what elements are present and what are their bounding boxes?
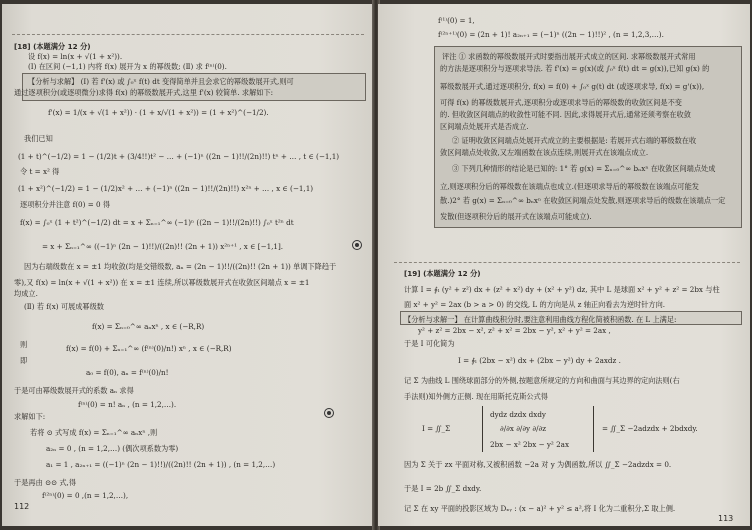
text-line-l22: a₀ = f(0), aₙ = f⁽ⁿ⁾(0)/n! (86, 368, 169, 377)
equation-marker-icon (352, 240, 362, 250)
text-line-r13: 散.)2° 若 g(x) = Σₙ₌₀^∞ bₙxⁿ 在收敛区间端点处发散,则逐项求导后的级数在该端点一定 (440, 196, 726, 205)
text-line-r25: I = ∬_Σ (422, 424, 451, 433)
text-line-l16: 均成立. (14, 289, 38, 298)
text-line-r10: 敛区间端点处收敛,又左端函数在该点连续,则展开式在该端点成立. (440, 148, 649, 157)
text-line-r05: 幂级数展开式,通过逐项积分, f(x) = f(0) + ∫₀ˣ g(t) dt (或逐项求导, f(x) = g'(x)), (440, 82, 705, 91)
page-number-left: 112 (14, 502, 30, 511)
text-line-r18: 【分析与求解一】 在计算曲线积分时,要注意利用曲线方程化简被积函数. 在 L 上满足: (404, 315, 677, 324)
text-line-r27: = ∬_Σ −2adzdx + 2bdxdy. (602, 424, 698, 433)
page-left (2, 4, 374, 526)
text-line-l30: f⁽²ⁿ⁾(0) = 0 ,(n = 1,2,…), (42, 491, 129, 500)
text-line-l06: f'(x) = 1/(x + √(1 + x²)) · (1 + x/√(1 + x²)) = (1 + x²)^(−1/2). (48, 108, 269, 117)
text-line-r03: 评注 ① 求函数的幂级数展开式时要指出展开式成立的区间. 求幂级数展开式常用 (442, 52, 696, 61)
text-line-l23: 于是可由幂级数展开式的系数 aₙ 求得 (14, 386, 134, 395)
text-line-r19: y² + z² = 2bx − x², z² + x² = 2bx − y², x² + y² = 2ax , (418, 326, 611, 335)
text-line-l29: 于是再由 ⊙⊙ 式,得 (14, 478, 77, 487)
text-line-r20: 于是 I 可化简为 (404, 339, 455, 348)
text-line-r21: I = ∮ₗ (2bx − x²) dx + (2bx − y²) dy + 2axdz . (458, 356, 621, 365)
page-right (378, 4, 750, 526)
text-line-l01: [18] (本题满分 12 分) (14, 42, 91, 51)
text-line-r26: ∂/∂x ∂/∂y ∂/∂z (500, 424, 547, 433)
text-line-l14: 因为右端级数在 x = ±1 均收敛(均是交错级数, aₙ = (2n − 1)!!/((2n)!! (2n + 1)) 单调下降趋于 (24, 262, 337, 271)
text-line-r31: 记 Σ 在 xy 平面的投影区域为 Dₓᵧ : (x − a)² + y² ≤ a²,将 I 化为二重积分,Σ 取上侧. (404, 504, 676, 513)
text-line-r09: ② 证明收敛区间端点处展开式成立的主要根据是: 若展开式右端的幂级数在收 (452, 136, 697, 145)
section-divider (394, 262, 740, 263)
text-line-r30: 于是 I = 2b ∬_Σ dxdy. (404, 484, 482, 493)
text-line-l10: (1 + x²)^(−1/2) = 1 − (1/2)x² + … + (−1)ⁿ ((2n − 1)!!/(2n)!!) x²ⁿ + … , x ∈ (−1,1) (18, 184, 314, 193)
text-line-r29: 因为 Σ 关于 zx 平面对称,又被积函数 −2a 对 y 为偶函数,所以 ∬_Σ −2adzdx = 0. (404, 460, 672, 469)
text-line-l11: 逐项积分并注意 f(0) = 0 得 (20, 200, 111, 209)
text-line-l21: 即 (20, 356, 28, 365)
text-line-l24: f⁽ⁿ⁾(0) = n! aₙ , (n = 1,2,…). (78, 400, 177, 409)
text-line-r17: 面 x² + y² = 2ax (b > a > 0) 的交线, L 的方向是从 z 轴正向看去为逆时针方向. (404, 300, 666, 309)
text-line-r28: 2bx − x² 2bx − y² 2ax (490, 440, 569, 449)
text-line-r23: 手法则)知外侧方正侧. 现在用斯托克斯公式得 (404, 392, 548, 401)
page-number-right: 113 (718, 514, 734, 523)
text-line-r14: 发散(但逐项积分后的展开式在该端点可能成立). (440, 212, 592, 221)
text-line-l13: = x + Σₙ₌₁^∞ ((−1)ⁿ (2n − 1)!!)/((2n)!! (2n + 1)) x²ⁿ⁺¹ , x ∈ [−1,1]. (42, 242, 284, 251)
text-line-l17: (Ⅱ) 若 f(x) 可展成幂级数 (24, 302, 104, 311)
text-line-r12: 立,则逐项积分后的幂级数在该端点也成立.(但逐项求导后的幂级数在该端点可能发 (440, 182, 699, 191)
text-line-r16: 计算 I = ∮ₗ (y² + z²) dx + (z² + x²) dy + (x² + y²) dz, 其中 L 是球面 x² + y² + z² = 2bx 与柱 (404, 285, 720, 294)
text-line-l25: 求解如下: (14, 412, 46, 421)
text-line-r24: dydz dzdx dxdy (490, 410, 546, 419)
text-line-r04: 的方法是逐项积分与逐项求导法. 若 f'(x) = g(x)(或 ∫₀ˣ f(t) dt = g(x)),已知 g(x) 的 (440, 64, 710, 73)
text-line-r06: 可得 f(x) 的幂级数展开式,逐项积分或逐项求导后的幂级数的收敛区间是不变 (440, 98, 682, 107)
text-line-l02: 设 f(x) = ln(x + √(1 + x²)). (28, 52, 123, 61)
text-line-l07: 我们已知 (24, 134, 53, 143)
text-line-l27: a₂ₙ = 0 , (n = 1,2,…) (偶次项系数为零) (46, 444, 179, 453)
text-line-r01: f⁽¹⁾(0) = 1, (438, 16, 475, 25)
text-line-r02: f⁽²ⁿ⁺¹⁾(0) = (2n + 1)! a₂ₙ₊₁ = (−1)ⁿ ((2n − 1)!!)² , (n = 1,2,3,…). (438, 30, 664, 39)
text-line-l15: 零),又 f(x) = ln(x + √(1 + x²)) 在 x = ±1 连续,所以幂级数展开式在收敛区间端点 x = ±1 (14, 278, 310, 287)
text-line-r15: [19] (本题满分 12 分) (404, 269, 481, 278)
text-line-l12: f(x) = ∫₀ˣ (1 + t²)^(−1/2) dt = x + Σₙ₌₁^∞ (−1)ⁿ ((2n − 1)!!/(2n)!!) ∫₀ˣ t²ⁿ dt (20, 218, 294, 227)
text-line-l04: 【分析与求解】 (Ⅰ) 若 f'(x) 或 ∫₀ˣ f(t) dt 变得简单并且会求它的幂级数展开式,则可 (28, 77, 294, 86)
text-line-l20: f(x) = f(0) + Σₙ₌₁^∞ (f⁽ⁿ⁾(0)/n!) xⁿ , x ∈ (−R,R) (66, 344, 232, 353)
section-divider (12, 34, 364, 35)
text-line-l09: 令 t = x² 得 (20, 167, 60, 176)
equation-marker-icon (324, 408, 334, 418)
text-line-l28: a₁ = 1 , a₂ₙ₊₁ = ((−1)ⁿ (2n − 1)!!)/((2n)!! (2n + 1)) , (n = 1,2,…) (46, 460, 276, 469)
text-line-r22: 记 Σ 为曲线 L 围绕球面部分的外侧,按题意所规定的方向和曲面与其边界的定向法则(右 (404, 376, 680, 385)
text-line-l26: 若将 ⊙ 式写成 f(x) = Σₙ₌₁^∞ aₙxⁿ ,则 (30, 428, 158, 437)
text-line-l18: f(x) = Σₙ₌₀^∞ aₙxⁿ , x ∈ (−R,R) (92, 322, 205, 331)
text-line-l03: (Ⅰ) 在区间 (−1,1) 内将 f(x) 展开为 x 的幂级数; (Ⅱ) 求 f⁽ⁿ⁾(0). (28, 62, 227, 71)
text-line-r08: 区间端点处展开式是否成立. (440, 122, 529, 131)
text-line-r07: 的. 但收敛区间端点的收敛性可能不同. 因此,求得展开式后,通常还须考察在收敛 (440, 110, 691, 119)
text-line-l08: (1 + t)^(−1/2) = 1 − (1/2)t + (3/4!!)t² − … + (−1)ⁿ ((2n − 1)!!/(2n)!!) tⁿ + … , t ∈ (−1,1) (18, 152, 340, 161)
text-line-l19: 则 (20, 340, 28, 349)
text-line-r11: ③ 下列几种情形的结论是已知的: 1° 若 g(x) = Σₙ₌₀^∞ bₙxⁿ 在收敛区间端点处成 (452, 164, 716, 173)
text-line-l05: 通过逐项积分(或逐项微分)求得 f(x) 的幂级数展开式,这里 f'(x) 较简单. 求解如下: (14, 88, 274, 97)
